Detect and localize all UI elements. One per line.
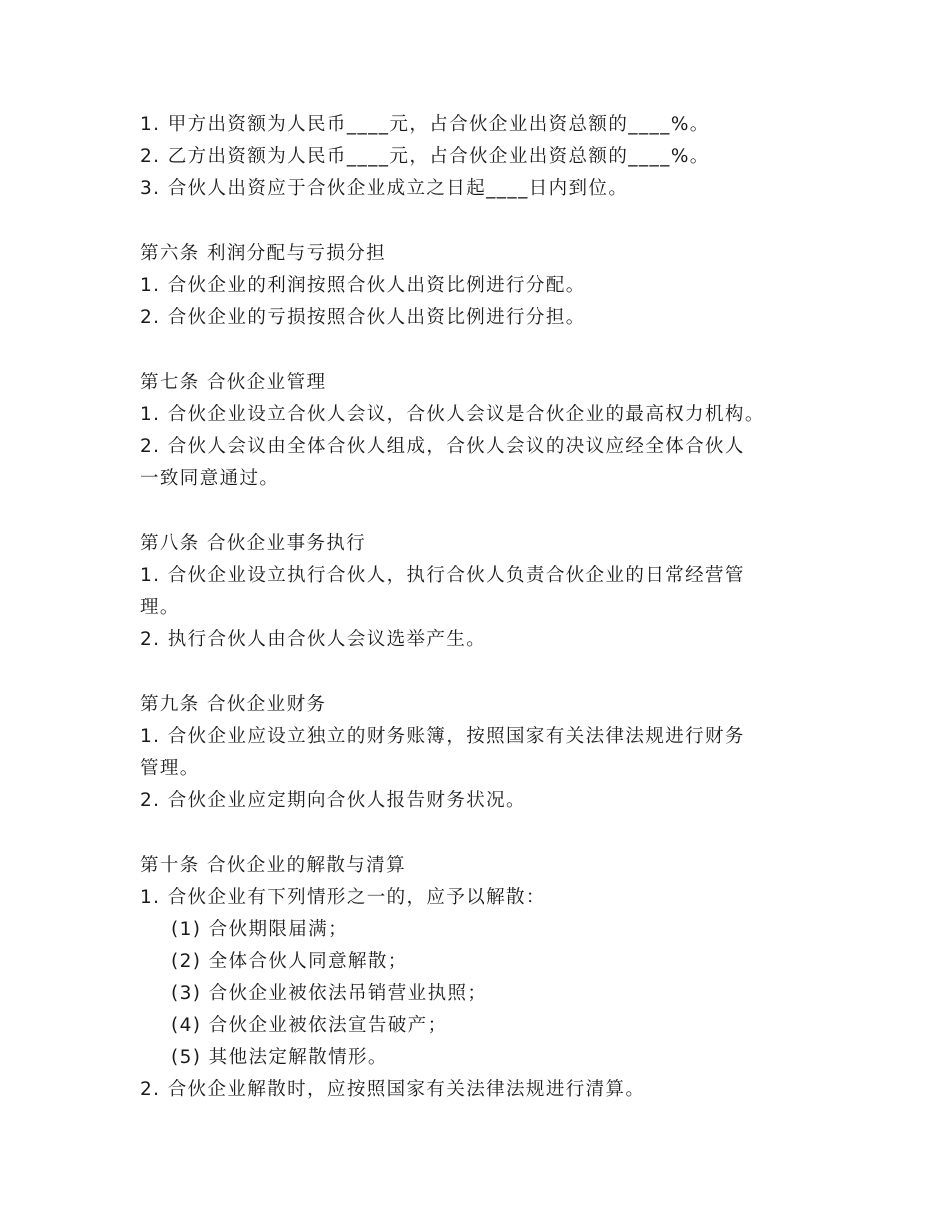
paragraph-gap (140, 656, 840, 689)
sub-list-item: (4) 合伙企业被依法宣告破产； (171, 1015, 448, 1036)
section-heading: 第七条 合伙企业管理 (140, 372, 327, 393)
paragraph-gap (140, 495, 840, 528)
list-item: 1. 合伙企业设立执行合伙人，执行合伙人负责合伙企业的日常经营管 (140, 565, 745, 586)
paragraph-gap (140, 334, 840, 367)
section-6 (140, 238, 840, 334)
section-7 (140, 367, 840, 495)
list-item: 1. 合伙企业的利润按照合伙人出资比例进行分配。 (140, 275, 586, 296)
section-heading: 第九条 合伙企业财务 (140, 694, 327, 715)
section-9 (140, 689, 840, 817)
section-5-items (140, 109, 840, 205)
list-item: 2. 乙方出资额为人民币____元，占合伙企业出资总额的____%。 (140, 146, 710, 167)
section-10 (140, 850, 840, 1106)
list-item: 2. 合伙企业的亏损按照合伙人出资比例进行分担。 (140, 307, 586, 328)
list-item: 2. 执行合伙人由合伙人会议选举产生。 (140, 629, 487, 650)
list-item: 2. 合伙人会议由全体合伙人组成，合伙人会议的决议应经全体合伙人 (140, 436, 745, 457)
sub-list-item: (5) 其他法定解散情形。 (171, 1047, 388, 1068)
list-item: 1. 合伙企业设立合伙人会议，合伙人会议是合伙企业的最高权力机构。 (140, 404, 765, 425)
list-item: 1. 合伙企业有下列情形之一的，应予以解散： (140, 887, 546, 908)
list-item: 1. 合伙企业应设立独立的财务账簿，按照国家有关法律法规进行财务 (140, 726, 745, 747)
list-item-continuation: 理。 (140, 597, 180, 618)
list-item: 3. 合伙人出资应于合伙企业成立之日起____日内到位。 (140, 178, 629, 199)
list-item-continuation: 管理。 (140, 758, 200, 779)
paragraph-gap (140, 205, 840, 238)
list-item: 2. 合伙企业应定期向合伙人报告财务状况。 (140, 790, 526, 811)
paragraph-gap (140, 817, 840, 850)
list-item: 2. 合伙企业解散时，应按照国家有关法律法规进行清算。 (140, 1079, 646, 1100)
section-heading: 第十条 合伙企业的解散与清算 (140, 855, 406, 876)
list-item: 1. 甲方出资额为人民币____元，占合伙企业出资总额的____%。 (140, 114, 710, 135)
document-body (140, 109, 840, 1106)
list-item-continuation: 一致同意通过。 (140, 468, 280, 489)
section-8 (140, 528, 840, 656)
sub-list-item: (3) 合伙企业被依法吊销营业执照； (171, 983, 488, 1004)
sub-list-item: (1) 合伙期限届满； (171, 919, 348, 940)
sub-list-item: (2) 全体合伙人同意解散； (171, 951, 408, 972)
section-heading: 第六条 利润分配与亏损分担 (140, 243, 387, 264)
section-heading: 第八条 合伙企业事务执行 (140, 533, 367, 554)
